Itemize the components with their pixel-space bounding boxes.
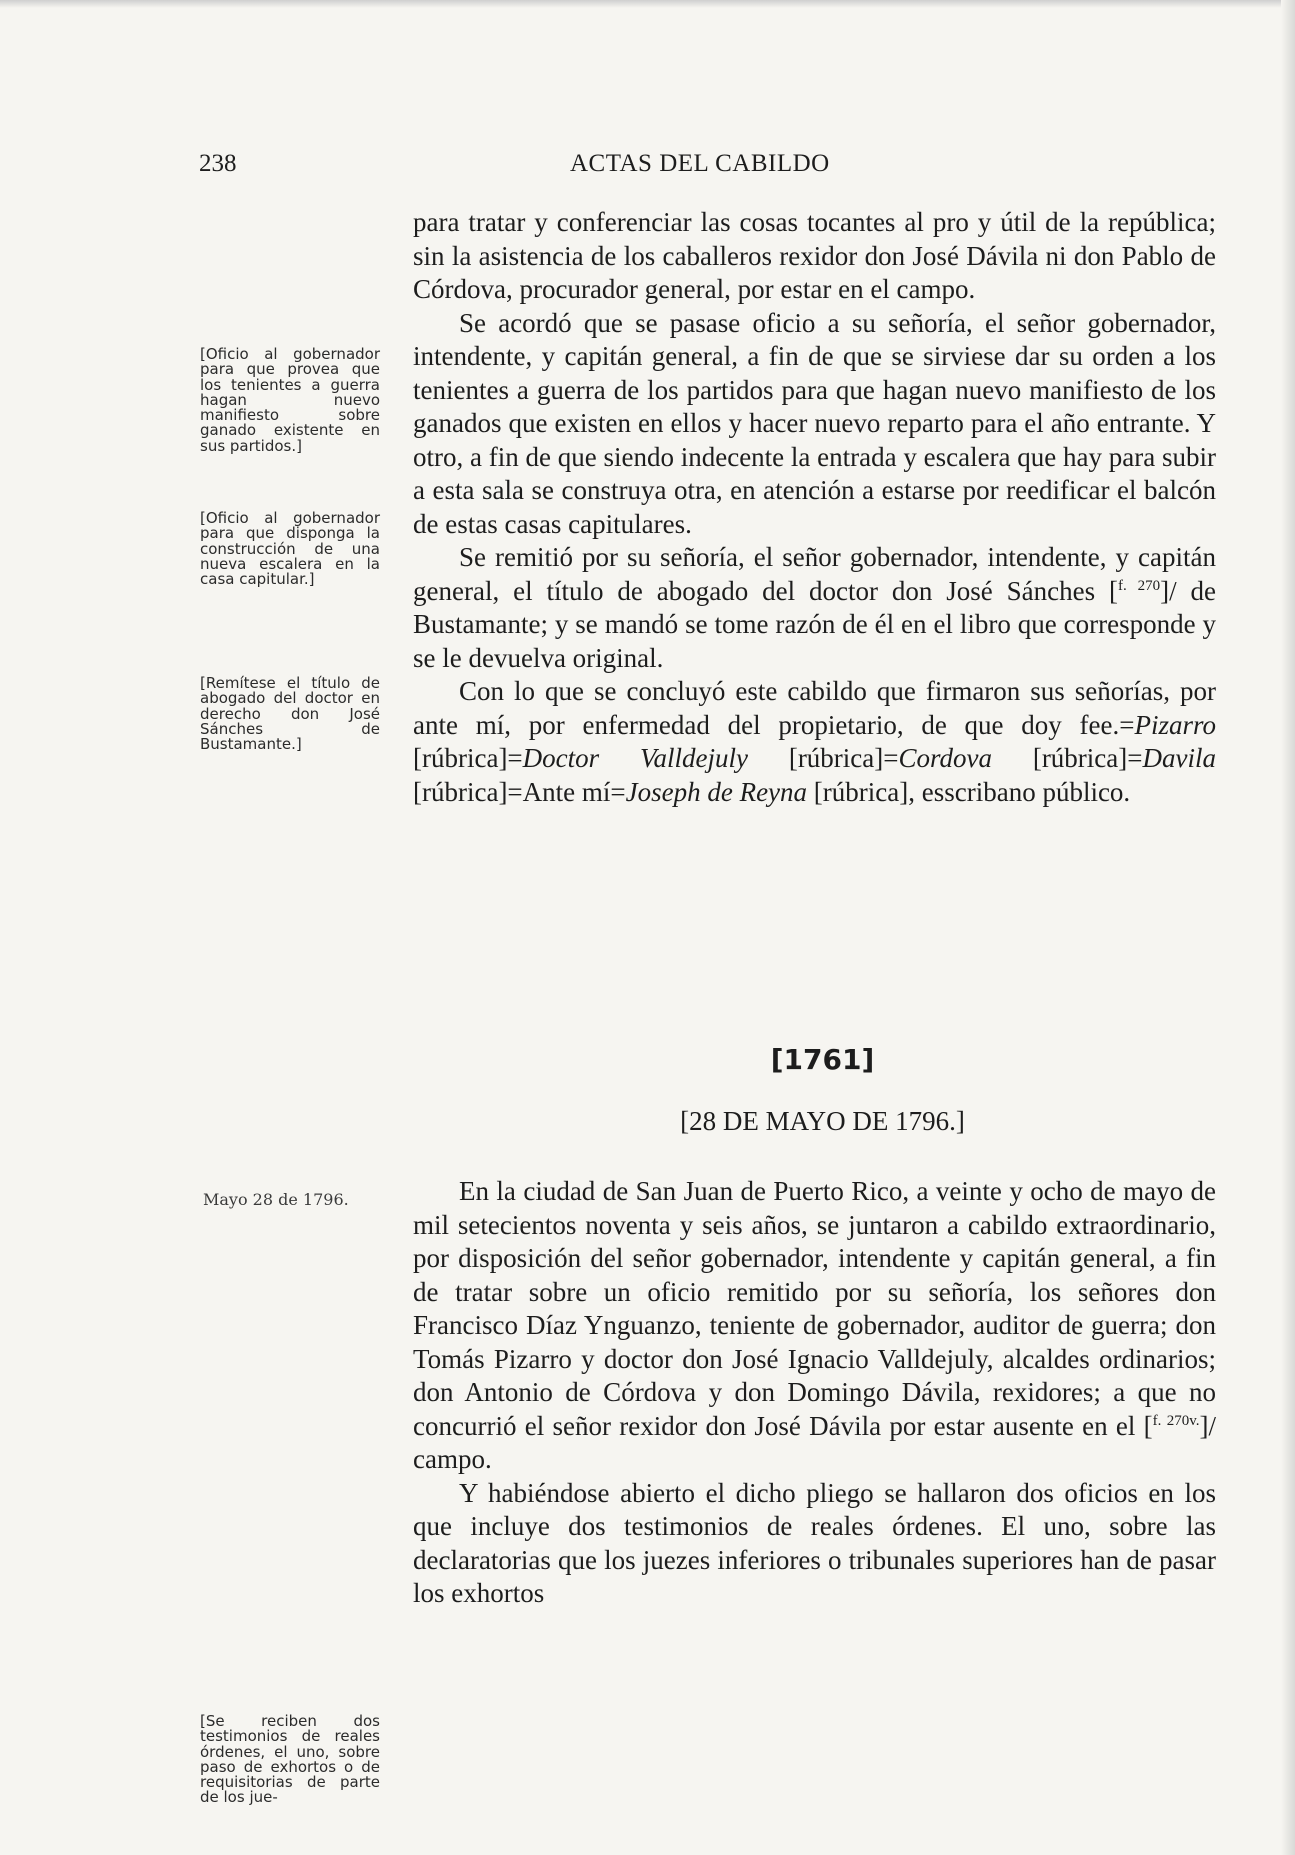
paragraph-6: Y habiéndose abierto el dicho pliego se hallaron dos oficios en los que incluye dos testimonios de reales órdenes. El uno, sobre las declaratorias que los juezes inferiores o tribunales superiores han de pasar los exhortos xyxy=(413,1477,1216,1608)
signature-reyna: Joseph de Reyna xyxy=(625,776,808,807)
rubrica-2: [rúbrica]= xyxy=(747,743,899,773)
rubrica-1: [rúbrica]= xyxy=(413,743,523,773)
signature-pizarro: Pizarro xyxy=(1134,709,1216,740)
signature-cordova: Cordova xyxy=(898,743,992,773)
sidenote-se-reciben: [Se reciben dos testimonios de reales órdenes, el uno, sobre paso de exhortos o de requisitorias de parte de los jue- xyxy=(200,1712,380,1807)
paragraph-3-text-a: Se remitió por su señoría, el señor gobernador, intendente, y capitán general, el título de abogado del doctor don José Sánches [ xyxy=(413,542,1216,606)
signature-valldejuly: Doctor Valldejuly xyxy=(522,743,748,773)
paragraph-5 xyxy=(413,1175,1216,1477)
paragraph-5-text-a: En la ciudad de San Juan de Puerto Rico, a veinte y ocho de mayo de mil setecientos noventa y seis años, se juntaron a cabildo extraordinario, por disposición del señor gobernador, intendente y capitán general, a fin de tratar sobre un oficio remitido por su señoría, los señores don Francisco Díaz Ynguanzo, teniente de gobernador, auditor de guerra; don Tomás Pizarro y doctor don José Ignacio Valldejuly, alcaldes ordinarios; don Antonio de Córdova y don Domingo Dávila, rexidores; a que no concurrió el señor rexidor don José Dávila por estar ausente en el [ xyxy=(413,1176,1216,1441)
rubrica-3: [rúbrica]= xyxy=(991,743,1143,773)
running-title: ACTAS DEL CABILDO xyxy=(570,150,830,177)
document-number: [1761] xyxy=(770,1043,875,1076)
rubrica-4: [rúbrica]=Ante mí= xyxy=(413,776,626,807)
paragraph-3 xyxy=(413,541,1216,675)
page-top-edge xyxy=(0,0,1295,8)
signature-davila: Davila xyxy=(1142,743,1216,773)
main-text-lower xyxy=(413,1175,1216,1611)
main-text-upper xyxy=(413,206,1216,809)
paragraph-4 xyxy=(413,675,1216,809)
page-number: 238 xyxy=(199,150,237,177)
paragraph-4-end: [rúbrica], esscribano público. xyxy=(807,776,1131,807)
paragraph-1: para tratar y conferenciar las cosas tocantes al pro y útil de la república; sin la asistencia de los caballeros rexidor don José Dávila ni don Pablo de Córdova, procurador general, por estar en el campo. xyxy=(413,207,1216,304)
page-right-edge xyxy=(1281,0,1295,1855)
folio-marker: f. 270 xyxy=(1117,577,1161,594)
sidenote-oficio-escalera: [Oficio al gobernador para que disponga la construcción de una nueva escalera en la casa capitular.] xyxy=(200,509,380,589)
sidenote-oficio-tenientes: [Oficio al gobernador para que provea que los tenientes a guerra hagan nuevo manifiesto sobre ganado existente en sus partidos.] xyxy=(200,345,380,455)
paragraph-3-text-b: ]/ de Bustamante; y se mandó se tome razón de él en el libro que corresponde y se le devuelva original. xyxy=(413,575,1216,673)
paragraph-2: Se acordó que se pasase oficio a su señoría, el señor gobernador, intendente, y capitán general, a fin de que se sirviese dar su orden a los tenientes a guerra de los partidos para que hagan nuevo manifiesto de los ganados que existen en ellos y hacer nuevo reparto para el año entrante. Y otro, a fin de que siendo indecente la entrada y escalera que hay para subir a esta sala se construya otra, en atención a estarse por reedificar el balcón de estas casas capitulares. xyxy=(413,307,1216,539)
sidenote-remitese-titulo: [Remítese el título de abogado del doctor en derecho don José Sánches de Bustamante.] xyxy=(200,674,380,754)
paragraph-4-text: Con lo que se concluyó este cabildo que firmaron sus señorías, por ante mí, por enfermedad del propietario, de que doy fee.= xyxy=(413,676,1216,740)
paragraph-5-text-b: ]/ campo. xyxy=(413,1410,1216,1474)
sidenote-meeting-date: Mayo 28 de 1796. xyxy=(203,1190,349,1209)
document-date: [28 DE MAYO DE 1796.] xyxy=(680,1106,965,1136)
folio-marker-2: f. 270v. xyxy=(1152,1412,1200,1429)
